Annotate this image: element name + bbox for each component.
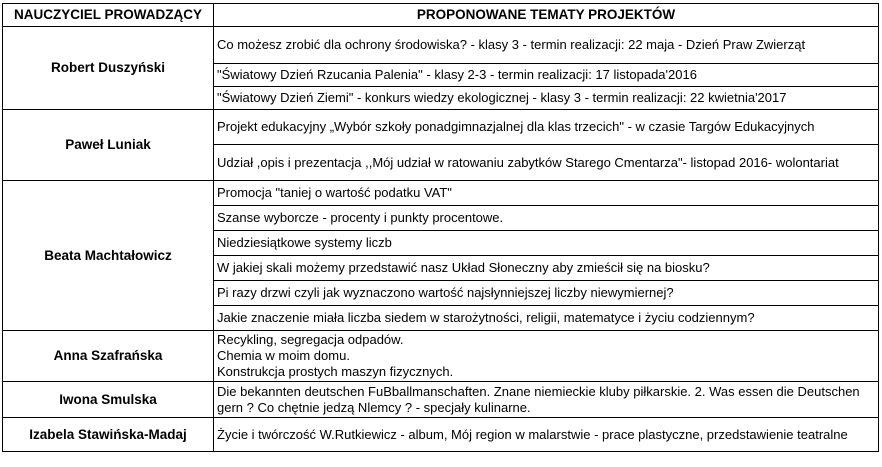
topic-cell: Co możesz zrobić dla ochrony środowiska? - klasy 3 - termin realizacji: 22 maja - Dzień Praw Zwierząt xyxy=(214,27,879,64)
topic-cell: Projekt edukacyjny „Wybór szkoły ponadgimnazjalnej dla klas trzecich" - w czasie Targów Edukacyjnych xyxy=(214,110,879,145)
table-row xyxy=(3,331,879,382)
teacher-name: Anna Szafrańska xyxy=(3,331,214,382)
header-row xyxy=(3,4,879,27)
topic-line: Konstrukcja prostych maszyn fizycznych. xyxy=(217,364,454,379)
topic-cell: Promocja "taniej o wartość podatku VAT" xyxy=(214,181,879,206)
topic-line: Chemia w moim domu. xyxy=(217,348,350,363)
header-teacher: NAUCZYCIEL PROWADZĄCY xyxy=(3,4,214,27)
table-row xyxy=(3,110,879,145)
topic-line: Recykling, segregacja odpadów. xyxy=(217,332,404,347)
table-row xyxy=(3,181,879,206)
topic-cell xyxy=(214,331,879,382)
table-row xyxy=(3,382,879,418)
topic-cell: Die bekannten deutschen FuBballmanschaften. Znane niemieckie kluby piłkarskie. 2. Was essen die Deutschen gern ? Co chętnie jedzą Nlemcy ? - specjały kulinarne. xyxy=(214,382,879,418)
topic-cell: Jakie znaczenie miała liczba siedem w starożytności, religii, matematyce i życiu codziennym? xyxy=(214,306,879,331)
topic-cell: W jakiej skali możemy przedstawić nasz Układ Słoneczny aby zmieścił się na biosku? xyxy=(214,256,879,281)
projects-table xyxy=(2,3,879,452)
teacher-name: Paweł Luniak xyxy=(3,110,214,181)
topic-cell: "Światowy Dzień Rzucania Palenia" - klasy 2-3 - termin realizacji: 17 listopada'2016 xyxy=(214,64,879,87)
teacher-name: Beata Machtałowicz xyxy=(3,181,214,331)
teacher-name: Iwona Smulska xyxy=(3,382,214,418)
teacher-name: Izabela Stawińska-Madaj xyxy=(3,418,214,452)
topic-cell: "Światowy Dzień Ziemi" - konkurs wiedzy ekologicznej - klasy 3 - termin realizacji: 22 kwietnia'2017 xyxy=(214,87,879,110)
topic-cell: Pi razy drzwi czyli jak wyznaczono wartość najsłynniejszej liczby niewymiernej? xyxy=(214,281,879,306)
table-row xyxy=(3,27,879,64)
teacher-name: Robert Duszyński xyxy=(3,27,214,110)
topic-cell: Życie i twórczość W.Rutkiewicz - album, Mój region w malarstwie - prace plastyczne, przedstawienie teatralne xyxy=(214,418,879,452)
topic-cell: Niedziesiątkowe systemy liczb xyxy=(214,231,879,256)
topic-cell: Udział ,opis i prezentacja ,,Mój udział w ratowaniu zabytków Starego Cmentarza"- listopad 2016- wolontariat xyxy=(214,145,879,181)
header-topics: PROPONOWANE TEMATY PROJEKTÓW xyxy=(214,4,879,27)
topic-cell: Szanse wyborcze - procenty i punkty procentowe. xyxy=(214,206,879,231)
table-row xyxy=(3,418,879,452)
